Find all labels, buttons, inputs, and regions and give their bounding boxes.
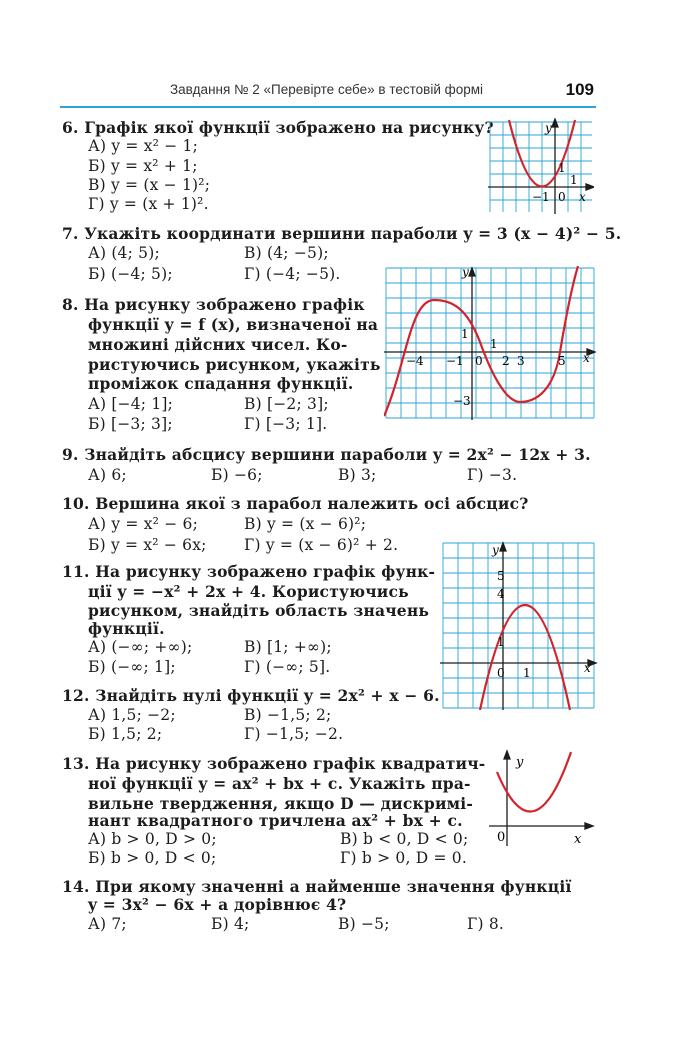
q9-question <box>62 445 591 465</box>
q10-option-b: Б) y = x² − 6x; <box>88 536 207 554</box>
q11-graph <box>440 540 598 710</box>
q8-line-3: множині дійсних чисел. Ко- <box>88 335 348 354</box>
q8-tick-one-x: 1 <box>490 337 498 351</box>
q11-option-a: А) (−∞; +∞); <box>88 638 193 656</box>
q12-number: 12. <box>62 686 90 705</box>
q13-line-1-text: На рисунку зображено графік квадратич- <box>95 754 486 773</box>
q11-number: 11. <box>62 562 90 581</box>
q9-option-d: Г) −3. <box>467 466 518 484</box>
q10-question <box>62 494 529 514</box>
q8-option-d: Г) [−3; 1]. <box>244 415 328 433</box>
q11-line-1 <box>62 562 435 582</box>
q13-number: 13. <box>62 754 90 773</box>
q11-tick-5: 5 <box>497 569 505 583</box>
q8-line-5: проміжок спадання функції. <box>88 374 354 393</box>
q9-option-a: А) 6; <box>88 466 127 484</box>
q8-line-1 <box>62 295 365 315</box>
q7-option-d: Г) (−4; −5). <box>244 265 341 283</box>
q11-line-3: рисунком, знайдіть область значень <box>88 601 430 620</box>
q6-option-b: Б) y = x² + 1; <box>88 157 198 175</box>
q8-option-b: Б) [−3; 3]; <box>88 415 173 433</box>
q8-graph <box>384 266 596 420</box>
q6-graph <box>488 118 594 214</box>
q6-option-a: А) y = x² − 1; <box>88 137 198 155</box>
q6-one-y: 1 <box>558 161 566 175</box>
q12-option-b: Б) 1,5; 2; <box>88 725 163 743</box>
q14-number: 14. <box>62 877 90 896</box>
q10-option-a: А) y = x² − 6; <box>88 515 198 533</box>
q10-option-c: В) y = (x − 6)²; <box>244 515 367 533</box>
q6-question <box>62 118 494 138</box>
q13-option-a: А) b > 0, D > 0; <box>88 830 217 848</box>
q11-line-2: ції y = −x² + 2x + 4. Користуючись <box>88 582 409 601</box>
q7-question <box>62 224 621 244</box>
page-number: 109 <box>565 80 594 99</box>
q6-option-c: В) y = (x − 1)²; <box>88 176 211 194</box>
q8-option-c: В) [−2; 3]; <box>244 395 329 413</box>
q11-option-c: В) [1; +∞); <box>244 638 332 656</box>
q13-x-label: x <box>574 832 582 847</box>
q13-option-b: Б) b > 0, D < 0; <box>88 849 217 867</box>
q6-minus-one: −1 <box>532 190 550 204</box>
q7-text: Укажіть координати вершини параболи y = 3 (x − 4)² − 5. <box>84 224 622 243</box>
q8-tick-m3: −3 <box>453 394 471 408</box>
q10-number: 10. <box>62 494 90 513</box>
q8-line-4: ристуючись рисунком, укажіть <box>88 355 381 374</box>
q13-line-2: ної функції y = ax² + bx + c. Укажіть пра- <box>88 774 471 793</box>
q14-line-1-text: При якому значенні a найменше значення функції <box>95 877 572 896</box>
q12-option-d: Г) −1,5; −2. <box>244 725 344 743</box>
q11-tick-one-y: 1 <box>497 635 505 649</box>
q11-y-label: y <box>492 543 499 557</box>
q13-option-d: Г) b > 0, D = 0. <box>340 849 467 867</box>
q13-graph <box>485 748 595 848</box>
q9-option-b: Б) −6; <box>211 466 263 484</box>
q14-option-d: Г) 8. <box>467 915 505 933</box>
q11-parabola <box>480 605 570 710</box>
q8-line-2: функції y = f (x), визначеної на <box>88 315 379 334</box>
q8-line-1-text: На рисунку зображено графік <box>84 295 365 314</box>
q8-tick-one-y: 1 <box>461 327 469 341</box>
q13-y-label: y <box>516 755 524 770</box>
q14-line-1 <box>62 877 572 897</box>
header-title: Завдання № 2 «Перевірте себе» в тестовій формі <box>170 82 484 97</box>
q6-option-d: Г) y = (x + 1)². <box>88 195 209 213</box>
q13-zero: 0 <box>497 830 506 845</box>
q12-question <box>62 686 440 706</box>
q14-option-b: Б) 4; <box>211 915 250 933</box>
q8-x-label: x <box>583 351 590 365</box>
q6-x-label: x <box>579 190 586 204</box>
q8-tick-zero: 0 <box>475 354 483 368</box>
q9-number: 9. <box>62 445 79 464</box>
q13-line-1 <box>62 754 485 774</box>
q6-number: 6. <box>62 118 79 137</box>
q11-tick-zero: 0 <box>497 666 505 680</box>
q8-tick-m4: −4 <box>406 354 424 368</box>
q13-parabola <box>497 752 571 812</box>
q7-number: 7. <box>62 224 79 243</box>
q10-text: Вершина якої з парабол належить осі абсцис? <box>95 494 529 513</box>
q11-tick-4: 4 <box>497 587 505 601</box>
q7-option-a: А) (4; 5); <box>88 244 160 262</box>
q8-curve <box>384 266 578 416</box>
q6-one-x: 1 <box>570 173 578 187</box>
q11-x-label: x <box>584 661 591 675</box>
q13-line-4: нант квадратного тричлена ax² + bx + c. <box>88 811 463 830</box>
q8-tick-2: 2 <box>502 354 510 368</box>
q8-number: 8. <box>62 295 79 314</box>
page-header <box>60 78 596 108</box>
q11-option-b: Б) (−∞; 1]; <box>88 658 176 676</box>
q12-option-c: В) −1,5; 2; <box>244 706 332 724</box>
q6-text: Графік якої функції зображено на рисунку? <box>84 118 494 137</box>
q14-option-a: А) 7; <box>88 915 127 933</box>
q7-option-c: В) (4; −5); <box>244 244 329 262</box>
q9-option-c: В) 3; <box>338 466 377 484</box>
q7-option-b: Б) (−4; 5); <box>88 265 173 283</box>
q11-line-4: функції. <box>88 619 165 638</box>
q8-tick-5: 5 <box>558 354 566 368</box>
q11-grid <box>443 543 594 708</box>
q6-zero: 0 <box>558 190 566 204</box>
q8-option-a: А) [−4; 1]; <box>88 395 174 413</box>
q10-option-d: Г) y = (x − 6)² + 2. <box>244 536 399 554</box>
q14-line-2: y = 3x² − 6x + a дорівнює 4? <box>88 895 347 914</box>
q11-option-d: Г) (−∞; 5]. <box>244 658 331 676</box>
q11-tick-one-x: 1 <box>523 666 531 680</box>
q13-option-c: В) b < 0, D < 0; <box>340 830 469 848</box>
q12-option-a: А) 1,5; −2; <box>88 706 176 724</box>
q14-option-c: В) −5; <box>338 915 390 933</box>
q8-tick-m1: −1 <box>446 354 464 368</box>
q8-tick-3: 3 <box>517 354 525 368</box>
q11-line-1-text: На рисунку зображено графік функ- <box>95 562 436 581</box>
q12-text: Знайдіть нулі функції y = 2x² + x − 6. <box>95 686 440 705</box>
q9-text: Знайдіть абсцису вершини параболи y = 2x² − 12x + 3. <box>84 445 591 464</box>
q6-y-label: y <box>545 121 552 135</box>
q13-line-3: вильне твердження, якщо D — дискримі- <box>88 794 474 813</box>
q8-y-label: y <box>462 266 469 279</box>
